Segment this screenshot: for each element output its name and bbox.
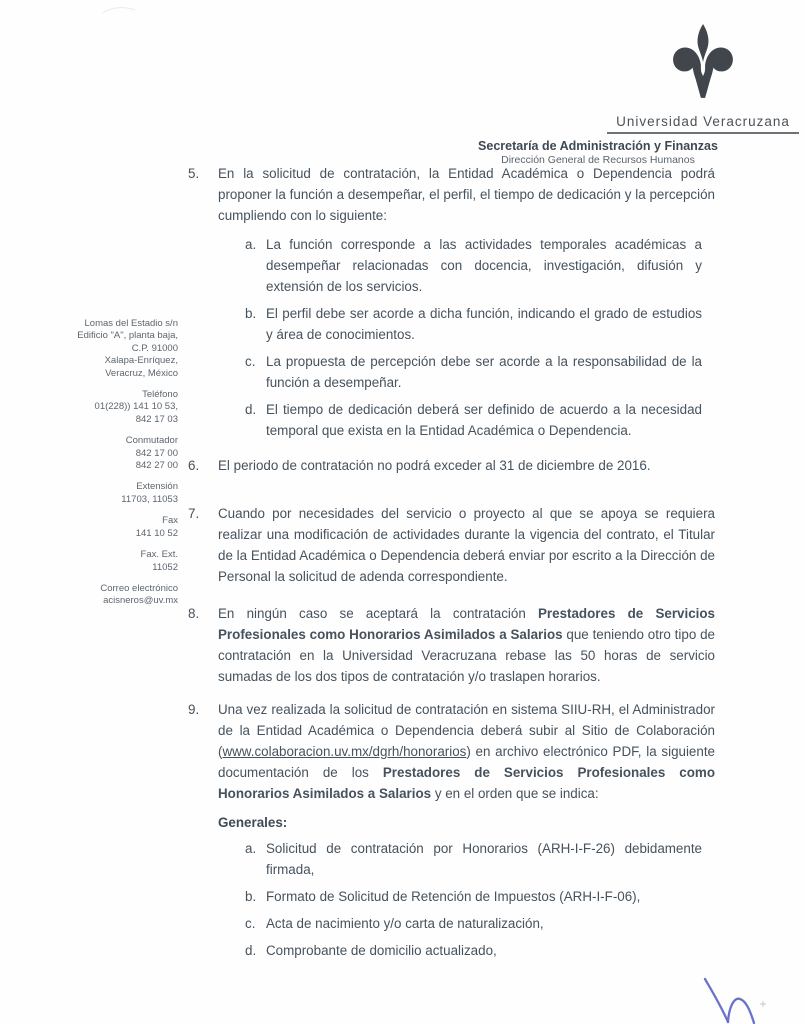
uv-fleur-de-lis-icon bbox=[667, 24, 739, 112]
phone-number: 842 17 03 bbox=[135, 413, 178, 425]
contact-sidebar bbox=[72, 318, 178, 617]
switchboard-number: 842 27 00 bbox=[135, 460, 178, 472]
sub-item-letter: b. bbox=[245, 889, 257, 904]
generales-item-d bbox=[245, 940, 702, 961]
fax-block bbox=[72, 515, 178, 540]
item-text-container bbox=[218, 163, 715, 441]
email-block bbox=[72, 583, 178, 608]
item-text-container bbox=[218, 699, 715, 804]
address-line: Lomas del Estadio s/n bbox=[84, 318, 178, 329]
extension-number: 11703, 11053 bbox=[121, 493, 178, 505]
sub-item-letter: c. bbox=[245, 354, 256, 369]
item-number: 6. bbox=[188, 458, 200, 473]
sub-item-text: El perfil debe ser acorde a dicha función, indicando el grado de estudios y área de conocimientos. bbox=[266, 306, 702, 342]
university-logo-block bbox=[607, 24, 799, 134]
item-number: 5. bbox=[188, 166, 200, 181]
item-text: Una vez realizada la solicitud de contratación en sistema SIIU-RH, el Administrador de la Entidad Académica o Dependencia deberá subir al Sitio de Colaboración ( bbox=[218, 702, 715, 759]
sub-item-letter: c. bbox=[245, 916, 256, 931]
university-name: Universidad Veracruzana bbox=[616, 114, 790, 129]
sub-item-a bbox=[245, 234, 702, 297]
sub-item-text: El tiempo de dedicación deberá ser definido de acuerdo a la necesidad temporal que exista en la Entidad Académica o Dependencia. bbox=[266, 402, 702, 438]
switchboard-block bbox=[72, 435, 178, 472]
sub-item-letter: a. bbox=[245, 237, 257, 252]
item-text: En ningún caso se aceptará la contratación bbox=[218, 606, 538, 621]
sub-item-b bbox=[245, 303, 702, 345]
sub-item-c bbox=[245, 351, 702, 393]
item-text: El periodo de contratación no podrá exceder al 31 de diciembre de 2016. bbox=[218, 458, 651, 473]
list-item-5 bbox=[188, 163, 715, 441]
sub-item-text: Solicitud de contratación por Honorarios (ARH-I-F-26) debidamente firmada, bbox=[266, 841, 702, 877]
item-number: 9. bbox=[188, 702, 200, 717]
list-item-8 bbox=[188, 603, 715, 687]
item-text-container bbox=[218, 603, 715, 687]
item-text: Cuando por necesidades del servicio o proyecto al que se apoya se requiera realizar una modificación de actividades durante la vigencia del contrato, el Titular de la Entidad Académica o Dependencia deberá enviar por escrito a la Dirección de Personal la solicitud de adenda correspondiente. bbox=[218, 506, 715, 584]
item-number: 7. bbox=[188, 506, 200, 521]
list-item-9 bbox=[188, 699, 715, 804]
fax-label: Fax bbox=[162, 515, 178, 527]
fax-ext-number: 11052 bbox=[152, 561, 178, 573]
address-line: Edificio "A", planta baja, bbox=[77, 330, 178, 342]
secretariat-title: Secretaría de Administración y Finanzas bbox=[478, 139, 718, 153]
handwritten-ink-stroke-icon bbox=[693, 976, 777, 1024]
sub-list-5 bbox=[245, 234, 702, 441]
faint-scan-smudge-icon bbox=[102, 4, 136, 16]
address-block bbox=[72, 318, 178, 380]
logo-underline-rule bbox=[607, 132, 799, 134]
generales-item-a bbox=[245, 838, 702, 880]
sub-item-letter: b. bbox=[245, 306, 257, 321]
fax-number: 141 10 52 bbox=[135, 527, 178, 539]
generales-item-c bbox=[245, 913, 702, 934]
generales-heading: Generales: bbox=[218, 815, 288, 830]
sub-item-text: Acta de nacimiento y/o carta de naturalización, bbox=[266, 916, 544, 931]
generales-list bbox=[245, 838, 702, 961]
address-line: C.P. 91000 bbox=[131, 342, 178, 354]
colaboracion-url-link[interactable]: www.colaboracion.uv.mx/dgrh/honorarios bbox=[222, 744, 467, 759]
sub-item-letter: a. bbox=[245, 841, 257, 856]
document-body bbox=[188, 163, 715, 961]
sub-item-letter: d. bbox=[245, 943, 257, 958]
phone-block bbox=[72, 389, 178, 426]
item-text: que teniendo otro tipo de contratación en la Universidad Veracruzana rebase las 50 horas de servicio sumadas de los dos tipos de contratación y/o traslapen horarios. bbox=[218, 627, 715, 684]
address-line: Xalapa-Enríquez, bbox=[104, 355, 178, 367]
emphasized-phrase: Prestadores de Servicios Profesionales como Honorarios Asimilados a Salarios bbox=[218, 765, 716, 801]
address-line: Veracruz, México bbox=[105, 367, 178, 379]
extension-label: Extensión bbox=[136, 481, 178, 493]
email-label: Correo electrónico bbox=[100, 582, 178, 594]
list-item-6 bbox=[188, 455, 715, 476]
switchboard-number: 842 17 00 bbox=[135, 447, 178, 459]
item-text: En la solicitud de contratación, la Entidad Académica o Dependencia podrá proponer la función a desempeñar, el perfil, el tiempo de dedicación y la percepción cumpliendo con lo siguiente: bbox=[218, 166, 715, 223]
list-item-7 bbox=[188, 503, 715, 587]
sub-item-text: Formato de Solicitud de Retención de Impuestos (ARH-I-F-06), bbox=[266, 889, 641, 904]
fax-ext-block bbox=[72, 549, 178, 574]
item-text: y en el orden que se indica: bbox=[431, 786, 599, 801]
fax-ext-label: Fax. Ext. bbox=[140, 549, 178, 561]
direction-subtitle: Dirección General de Recursos Humanos bbox=[501, 154, 695, 166]
switchboard-label: Conmutador bbox=[125, 435, 178, 447]
emphasized-phrase: Prestadores de Servicios Profesionales como Honorarios Asimilados a Salarios bbox=[218, 606, 715, 642]
sub-item-letter: d. bbox=[245, 402, 257, 417]
extension-block bbox=[72, 481, 178, 506]
phone-label: Teléfono bbox=[142, 389, 178, 401]
phone-number: 01(228)) 141 10 53, bbox=[94, 401, 178, 413]
sub-item-text: Comprobante de domicilio actualizado, bbox=[266, 943, 497, 958]
sub-item-text: La propuesta de percepción debe ser acorde a la responsabilidad de la función a desempeñar. bbox=[266, 354, 702, 390]
sub-item-text: La función corresponde a las actividades temporales académicas a desempeñar relacionadas con docencia, investigación, difusión y extensión de los servicios. bbox=[266, 237, 702, 294]
generales-item-b bbox=[245, 886, 702, 907]
item-text: ) en archivo electrónico PDF, la siguiente documentación de los bbox=[218, 744, 715, 780]
sub-item-d bbox=[245, 399, 702, 441]
email-address: acisneros@uv.mx bbox=[103, 595, 178, 607]
item-number: 8. bbox=[188, 606, 200, 621]
